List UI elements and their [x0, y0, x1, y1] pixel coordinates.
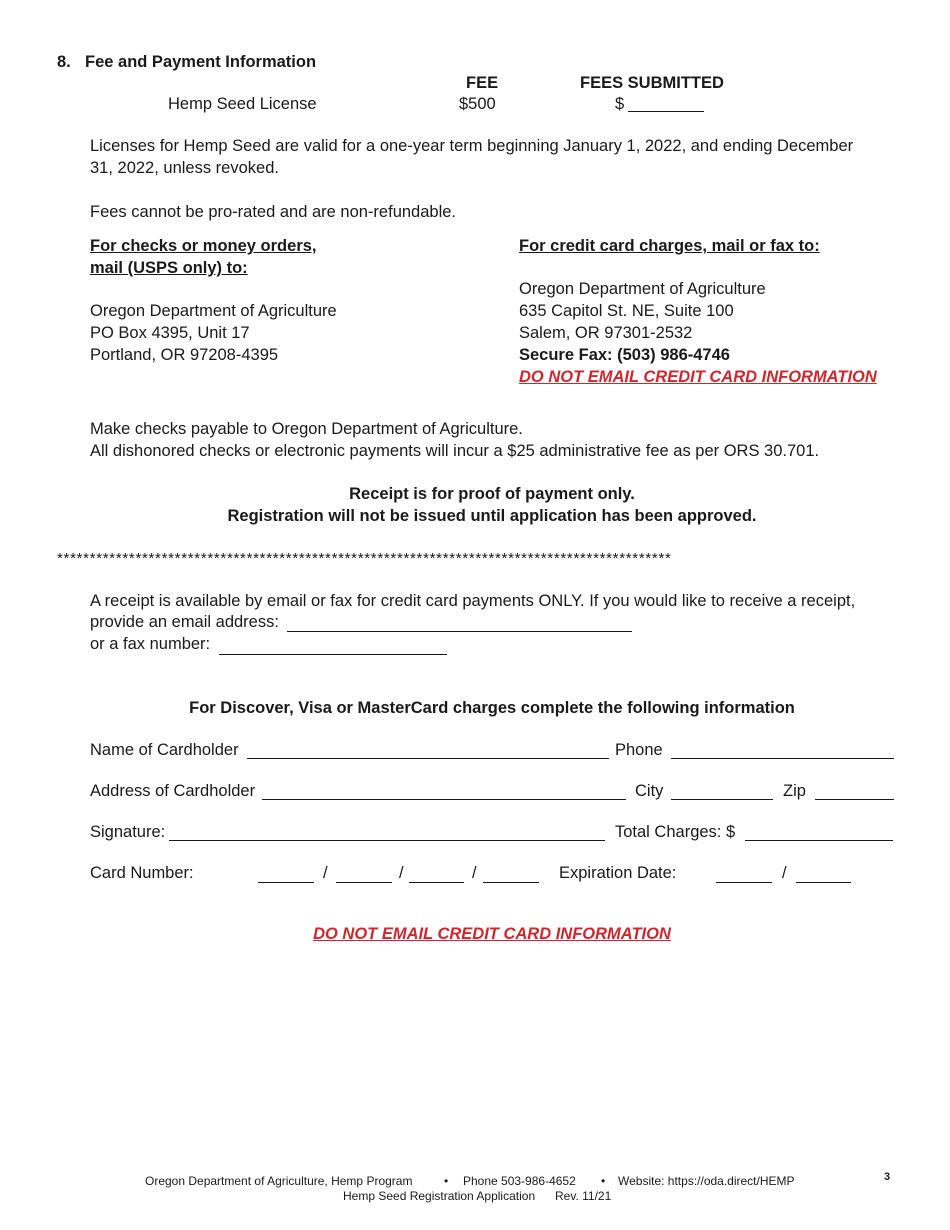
- card-number-segment-1[interactable]: [258, 882, 314, 883]
- card-number-slash-3: /: [472, 864, 477, 882]
- fee-header: FEE: [466, 74, 499, 92]
- cardholder-address-label: Address of Cardholder: [90, 782, 256, 800]
- city-label: City: [635, 782, 664, 800]
- checks-heading-line-1: For checks or money orders,: [90, 237, 317, 255]
- secure-fax: Secure Fax: (503) 986-4746: [519, 346, 730, 364]
- card-number-label: Card Number:: [90, 864, 194, 882]
- total-charges-field[interactable]: [745, 840, 893, 841]
- signature-label: Signature:: [90, 823, 166, 841]
- fees-submitted-field[interactable]: [628, 111, 704, 112]
- page-number: 3: [884, 1171, 891, 1183]
- email-field[interactable]: [287, 631, 632, 632]
- validity-text-line-2: 31, 2022, unless revoked.: [90, 159, 279, 177]
- receipt-notice-line-2: Registration will not be issued until application has been approved.: [227, 507, 757, 525]
- zip-field[interactable]: [815, 799, 894, 800]
- credit-address-line-2: 635 Capitol St. NE, Suite 100: [519, 302, 734, 320]
- card-form-heading: For Discover, Visa or MasterCard charges complete the following information: [189, 699, 795, 717]
- cardholder-name-field[interactable]: [247, 758, 609, 759]
- card-number-segment-3[interactable]: [409, 882, 464, 883]
- section-title: Fee and Payment Information: [85, 53, 317, 71]
- credit-address-line-3: Salem, OR 97301-2532: [519, 324, 693, 342]
- footer-bullet-2: •: [601, 1174, 606, 1188]
- checks-address-line-2: PO Box 4395, Unit 17: [90, 324, 250, 342]
- card-form-warning: DO NOT EMAIL CREDIT CARD INFORMATION: [313, 925, 671, 943]
- license-item-label: Hemp Seed License: [168, 95, 317, 113]
- expiration-slash: /: [782, 864, 787, 882]
- section-number: 8.: [57, 53, 71, 71]
- expiration-label: Expiration Date:: [559, 864, 677, 882]
- cardholder-address-field[interactable]: [262, 799, 626, 800]
- dollar-sign: $: [615, 95, 625, 113]
- credit-warning: DO NOT EMAIL CREDIT CARD INFORMATION: [519, 368, 877, 386]
- fees-submitted-header: FEES SUBMITTED: [580, 74, 724, 92]
- card-number-segment-4[interactable]: [483, 882, 539, 883]
- phone-field[interactable]: [671, 758, 894, 759]
- validity-text-line-1: Licenses for Hemp Seed are valid for a one-year term beginning January 1, 2022, and ending December: [90, 137, 854, 155]
- email-label: provide an email address:: [90, 613, 279, 631]
- payable-note: Make checks payable to Oregon Department of Agriculture.: [90, 420, 523, 438]
- footer-phone: Phone 503-986-4652: [463, 1174, 576, 1188]
- dishonored-note: All dishonored checks or electronic payments will incur a $25 administrative fee as per ORS 30.701.: [90, 442, 820, 460]
- fax-label: or a fax number:: [90, 635, 211, 653]
- expiration-month-field[interactable]: [716, 882, 772, 883]
- footer-website: Website: https://oda.direct/HEMP: [618, 1174, 795, 1188]
- zip-label: Zip: [783, 782, 806, 800]
- total-charges-label: Total Charges: $: [615, 823, 736, 841]
- card-number-slash-1: /: [323, 864, 328, 882]
- receipt-request-text: A receipt is available by email or fax for credit card payments ONLY. If you would like to receive a receipt,: [90, 592, 856, 610]
- fax-field[interactable]: [219, 654, 447, 655]
- license-fee: $500: [459, 95, 496, 113]
- card-number-segment-2[interactable]: [336, 882, 392, 883]
- checks-address-line-3: Portland, OR 97208-4395: [90, 346, 279, 364]
- receipt-notice-line-1: Receipt is for proof of payment only.: [349, 485, 635, 503]
- footer-revision: Rev. 11/21: [555, 1189, 612, 1203]
- credit-heading: For credit card charges, mail or fax to:: [519, 237, 820, 255]
- cardholder-name-label: Name of Cardholder: [90, 741, 239, 759]
- expiration-year-field[interactable]: [796, 882, 851, 883]
- city-field[interactable]: [671, 799, 773, 800]
- footer-bullet-1: •: [444, 1174, 449, 1188]
- footer-document-name: Hemp Seed Registration Application: [343, 1189, 536, 1203]
- signature-field[interactable]: [169, 840, 605, 841]
- footer-org: Oregon Department of Agriculture, Hemp Program: [145, 1174, 413, 1188]
- checks-address-line-1: Oregon Department of Agriculture: [90, 302, 337, 320]
- card-number-slash-2: /: [399, 864, 404, 882]
- credit-address-line-1: Oregon Department of Agriculture: [519, 280, 766, 298]
- asterisk-separator: **********************************************************************************************: [57, 550, 672, 567]
- phone-label: Phone: [615, 741, 663, 759]
- checks-heading-line-2: mail (USPS only) to:: [90, 259, 248, 277]
- fees-text: Fees cannot be pro-rated and are non-refundable.: [90, 203, 456, 221]
